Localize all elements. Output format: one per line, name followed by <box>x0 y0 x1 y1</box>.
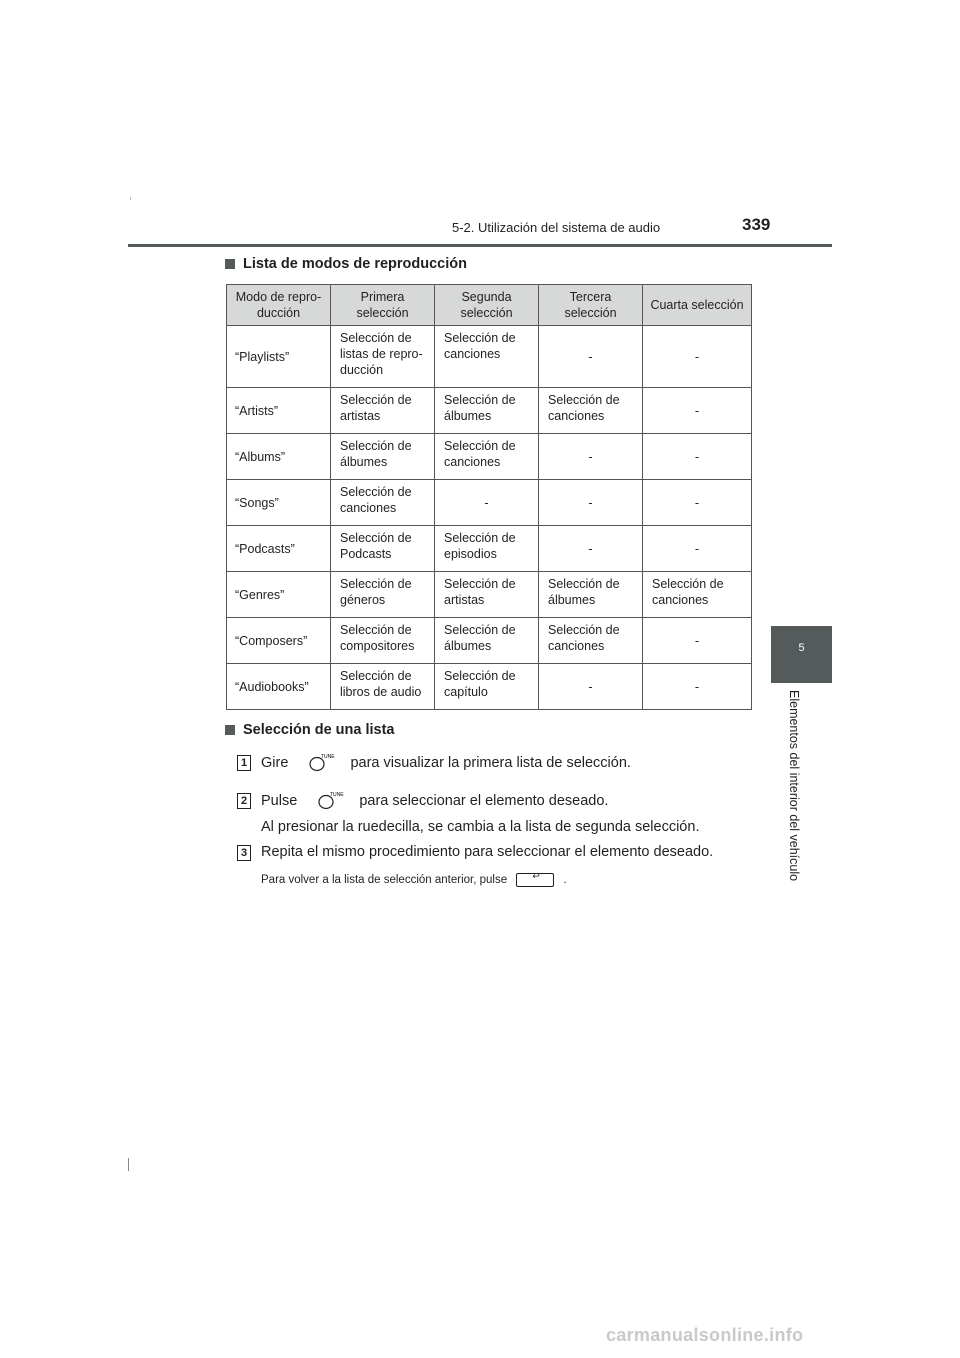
step-2-after: para seleccionar el elemento deseado. <box>359 792 609 809</box>
mode-cell: “Genres” <box>227 572 331 618</box>
selection-cell: Selección de artistas <box>331 388 435 434</box>
selection-cell: - <box>643 526 752 572</box>
selection-cell: - <box>539 434 643 480</box>
playback-modes-table <box>226 284 752 710</box>
step-1-after: para visualizar la primera lista de selección. <box>350 754 631 771</box>
mode-cell: “Artists” <box>227 388 331 434</box>
selection-cell: Selección de episodios <box>435 526 539 572</box>
crop-mark <box>130 197 131 200</box>
table-header-cell: Primera selección <box>331 285 435 326</box>
table-header-row <box>227 285 752 326</box>
chapter-side-label: Elementos del interior del vehículo <box>787 690 801 882</box>
selection-cell: Selección de álbumes <box>331 434 435 480</box>
selection-cell: Selección de canciones <box>539 388 643 434</box>
table-row <box>227 526 752 572</box>
selection-cell: - <box>643 326 752 388</box>
selection-cell: Selección de Podcasts <box>331 526 435 572</box>
step-2-text <box>261 792 608 810</box>
mode-cell: “Albums” <box>227 434 331 480</box>
note-end: . <box>563 874 567 887</box>
table-header-cell: Tercera selección <box>539 285 643 326</box>
crop-mark <box>128 1158 129 1171</box>
tune-knob-icon <box>317 792 344 810</box>
selection-cell: Selección de artistas <box>435 572 539 618</box>
step-2-extra: Al presionar la ruedecilla, se cambia a la lista de segunda selección. <box>261 819 700 835</box>
table-header-cell: Cuarta selección <box>643 285 752 326</box>
table-row <box>227 664 752 710</box>
selection-cell: - <box>435 480 539 526</box>
heading-bullet-icon <box>225 259 235 269</box>
selection-cell: Selección de canciones <box>643 572 752 618</box>
svg-text:TUNE: TUNE <box>321 754 336 760</box>
step-1-text <box>261 754 631 772</box>
selection-cell: Selección de álbumes <box>539 572 643 618</box>
table-row <box>227 326 752 388</box>
selection-cell: - <box>643 664 752 710</box>
table-row <box>227 572 752 618</box>
heading-bullet-icon <box>225 725 235 735</box>
selection-cell: Selección de canciones <box>435 434 539 480</box>
selection-cell: Selección de compositores <box>331 618 435 664</box>
step-number-3: 3 <box>237 845 251 861</box>
selection-cell: Selección de géneros <box>331 572 435 618</box>
selection-cell: Selección de álbumes <box>435 388 539 434</box>
select-list-heading <box>225 722 395 738</box>
selection-cell: Selección de listas de repro-ducción <box>331 326 435 388</box>
selection-cell: Selección de álbumes <box>435 618 539 664</box>
selection-cell: Selección de canciones <box>539 618 643 664</box>
selection-cell: Selección de canciones <box>435 326 539 388</box>
selection-cell: - <box>643 388 752 434</box>
chapter-tab <box>771 626 832 683</box>
selection-cell: - <box>539 664 643 710</box>
svg-text:TUNE: TUNE <box>330 792 344 798</box>
tune-knob-icon <box>308 754 336 772</box>
selection-cell: Selección de libros de audio <box>331 664 435 710</box>
mode-cell: “Podcasts” <box>227 526 331 572</box>
page-number: 339 <box>742 215 771 234</box>
selection-cell: - <box>643 618 752 664</box>
mode-cell: “Composers” <box>227 618 331 664</box>
mode-cell: “Songs” <box>227 480 331 526</box>
mode-cell: “Audiobooks” <box>227 664 331 710</box>
note-text: Para volver a la lista de selección anterior, pulse <box>261 874 508 887</box>
selection-cell: Selección de canciones <box>331 480 435 526</box>
table-header-cell: Modo de repro-ducción <box>227 285 331 326</box>
table-header-cell: Segunda selección <box>435 285 539 326</box>
selection-cell: - <box>539 480 643 526</box>
back-note <box>261 873 567 887</box>
modes-heading <box>225 256 467 272</box>
selection-cell: - <box>539 326 643 388</box>
header-rule <box>128 244 832 247</box>
selection-cell: Selección de capítulo <box>435 664 539 710</box>
header-section-title: 5-2. Utilización del sistema de audio <box>452 220 661 235</box>
selection-cell: - <box>539 526 643 572</box>
step-2-before: Pulse <box>261 792 298 809</box>
step-3-text: Repita el mismo procedimiento para seleccionar el elemento deseado. <box>261 844 714 860</box>
step-number-1: 1 <box>237 755 251 771</box>
selection-cell: - <box>643 480 752 526</box>
table-row <box>227 434 752 480</box>
selection-cell: - <box>643 434 752 480</box>
watermark: carmanualsonline.info <box>606 1325 804 1345</box>
select-list-heading-text: Selección de una lista <box>243 722 395 738</box>
step-1-before: Gire <box>261 754 289 771</box>
table-row <box>227 388 752 434</box>
mode-cell: “Playlists” <box>227 326 331 388</box>
back-button-icon: ↩ <box>516 873 554 887</box>
table-row <box>227 480 752 526</box>
modes-heading-text: Lista de modos de reproducción <box>243 256 467 272</box>
table-row <box>227 618 752 664</box>
step-number-2: 2 <box>237 793 251 809</box>
chapter-tab-number: 5 <box>798 642 805 654</box>
